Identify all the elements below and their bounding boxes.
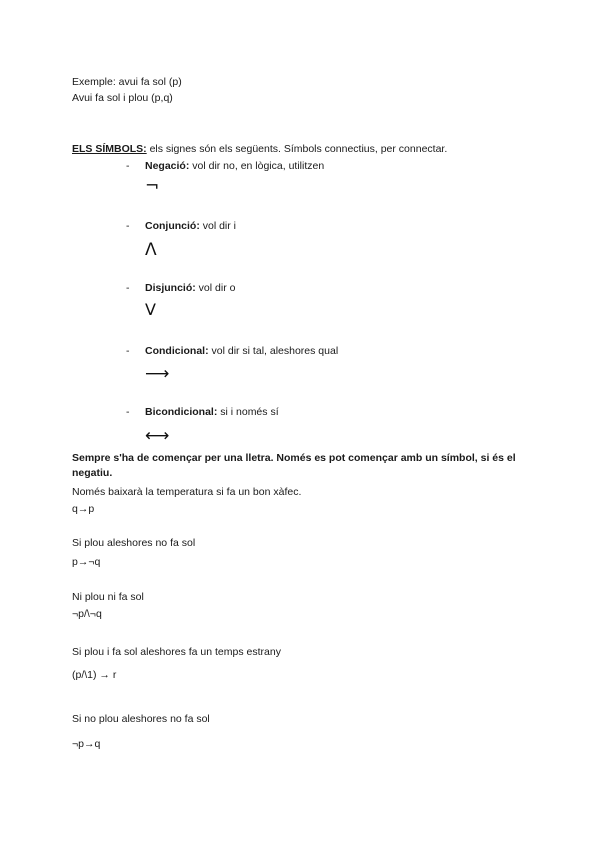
item-desc: vol dir si tal, aleshores qual (208, 345, 339, 357)
item-term: Negació: (145, 160, 190, 172)
item-negacio (145, 159, 324, 173)
bullet-dash: - (126, 282, 130, 294)
item-bicondicional (145, 405, 279, 419)
example-formula: (p/\1) → r (72, 669, 117, 681)
item-term: Bicondicional: (145, 406, 218, 418)
symbols-intro-text: els signes són els següents. Símbols connectius, per connectar. (146, 143, 448, 155)
item-term: Disjunció: (145, 282, 196, 294)
example-sentence: Ni plou ni fa sol (72, 591, 144, 603)
rule-paragraph: Sempre s'ha de començar per una lletra. Només es pot començar amb un símbol, si és el negatiu. (72, 452, 516, 479)
item-desc: vol dir no, en lògica, utilitzen (189, 160, 325, 172)
bullet-dash: - (126, 406, 130, 418)
example-formula: ¬p/\¬q (72, 608, 102, 620)
example-formula: q→p (72, 503, 95, 515)
negation-symbol: ¬ (145, 176, 160, 196)
item-desc: vol dir o (195, 282, 236, 294)
bullet-dash: - (126, 220, 130, 232)
example-sentence: Si plou i fa sol aleshores fa un temps estrany (72, 646, 281, 658)
conditional-arrow-symbol: ⟶ (145, 364, 170, 384)
example-sentence: Si plou aleshores no fa sol (72, 537, 196, 549)
item-disjuncio (145, 281, 235, 295)
conjunction-symbol: Λ (145, 240, 157, 260)
item-desc: si i només sí (217, 406, 279, 418)
item-term: Conjunció: (145, 220, 200, 232)
bullet-dash: - (126, 160, 130, 172)
disjunction-symbol: V (145, 300, 156, 319)
symbols-intro (72, 142, 447, 156)
item-term: Condicional: (145, 345, 209, 357)
item-desc: vol dir i (199, 220, 237, 232)
example-line-2: Avui fa sol i plou (p,q) (72, 92, 173, 104)
biconditional-arrow-symbol: ⟷ (145, 426, 170, 446)
symbols-heading: ELS SÍMBOLS: (72, 143, 147, 155)
item-conjuncio (145, 219, 236, 233)
example-formula: p→¬q (72, 556, 101, 568)
item-condicional (145, 344, 338, 358)
example-sentence: Si no plou aleshores no fa sol (72, 713, 210, 725)
example-line-1: Exemple: avui fa sol (p) (72, 76, 182, 88)
example-formula: ¬p→q (72, 738, 101, 750)
bullet-dash: - (126, 345, 130, 357)
example-sentence: Només baixarà la temperatura si fa un bon xàfec. (72, 486, 302, 498)
